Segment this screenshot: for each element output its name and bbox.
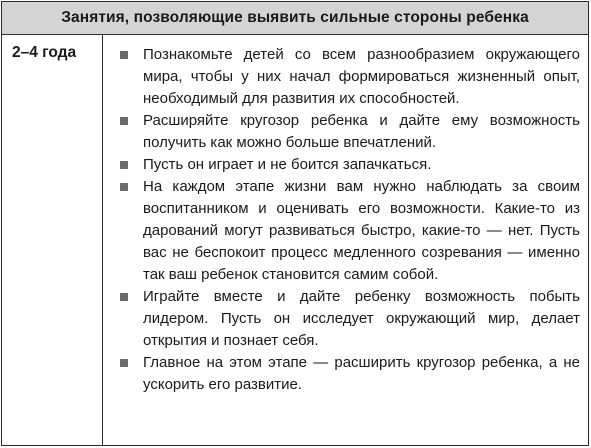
list-item — [103, 176, 588, 286]
table-header — [2, 2, 588, 35]
age-cell — [2, 35, 103, 445]
list-item-text: На каждом этапе жизни вам нужно наблюдать за своим воспитанником и оценивать его возможности. Какие-то из дарований могут развиваться быстро, какие-то — нет. Пусть вас не беспокоит процесс медленного созревания — именно так ваш ребенок становится самим собой. — [143, 178, 580, 283]
list-item — [103, 110, 588, 154]
content-cell — [103, 35, 588, 445]
list-item-text: Главное на этом этапе — расширить кругозор ребенка, а не ускорить его развитие. — [143, 354, 580, 393]
square-bullet-icon — [120, 161, 128, 169]
table-row — [2, 35, 588, 445]
square-bullet-icon — [120, 51, 128, 59]
square-bullet-icon — [120, 183, 128, 191]
square-bullet-icon — [120, 359, 128, 367]
square-bullet-icon — [120, 117, 128, 125]
activities-table — [1, 1, 589, 446]
list-item-text: Познакомьте детей со всем разнообразием окружающего мира, чтобы у них начал формироваться жизненный опыт, необходимый для развития их способностей. — [143, 46, 580, 107]
list-item — [103, 44, 588, 110]
age-label: 2–4 года — [12, 44, 77, 61]
list-item — [103, 352, 588, 396]
list-item-text: Расширяйте кругозор ребенка и дайте ему возможность получить как можно больше впечатлений. — [143, 112, 580, 151]
table-header-title: Занятия, позволяющие выявить сильные стороны ребенка — [61, 9, 529, 26]
list-item — [103, 154, 588, 176]
list-item-text: Играйте вместе и дайте ребенку возможность побыть лидером. Пусть он исследует окружающий мир, делает открытия и познает себя. — [143, 288, 580, 349]
list-item — [103, 286, 588, 352]
square-bullet-icon — [120, 293, 128, 301]
list-item-text: Пусть он играет и не боится запачкаться. — [143, 156, 432, 173]
